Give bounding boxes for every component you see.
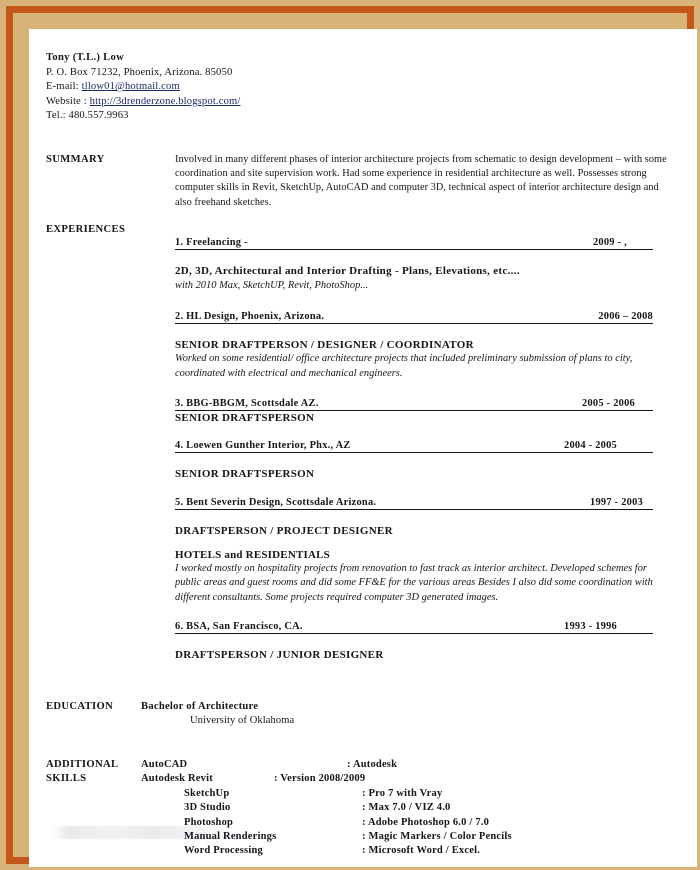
experience-title: 5. Bent Severin Design, Scottsdale Arizona. bbox=[175, 496, 377, 508]
experiences-section bbox=[175, 236, 653, 662]
contact-website-label: Website : bbox=[46, 95, 87, 107]
skill-value: : Magic Markers / Color Pencils bbox=[362, 830, 512, 842]
experience-role: SENIOR DRAFTPERSON / DESIGNER / COORDINATOR bbox=[175, 338, 474, 351]
skill-name: Photoshop bbox=[184, 816, 234, 828]
spacer bbox=[175, 482, 653, 496]
spacer bbox=[175, 605, 653, 620]
experience-description-text: I worked mostly on hospitality projects from renovation to fast track as interior architect. Developed schemes for public areas and guest rooms and did some FF&E for the various areas Besides I also did some coordination with different consultants. Some projects required computer 3D generated images. bbox=[175, 563, 653, 603]
spacer bbox=[175, 539, 653, 549]
experience-role: DRAFTSPERSON / PROJECT DESIGNER bbox=[175, 524, 393, 537]
watermark bbox=[53, 826, 243, 839]
experience-title: 1. Freelancing - bbox=[175, 237, 248, 248]
experience-entry bbox=[175, 439, 653, 496]
section-label-education: EDUCATION bbox=[46, 701, 114, 712]
spacer bbox=[175, 293, 653, 310]
contact-name: Tony (T.L.) Low bbox=[46, 52, 125, 63]
experience-entry bbox=[175, 397, 653, 440]
education-degree: Bachelor of Architecture bbox=[141, 701, 259, 712]
contact-website-link[interactable]: http://3drenderzone.blogspot.com/ bbox=[89, 95, 241, 107]
skill-name: SketchUp bbox=[184, 787, 230, 799]
resume-document bbox=[29, 29, 697, 867]
contact-email-label: E-mail: bbox=[46, 81, 79, 93]
experience-entry bbox=[175, 236, 653, 310]
skill-row bbox=[29, 844, 697, 858]
skill-value: : Max 7.0 / VIZ 4.0 bbox=[362, 802, 451, 814]
skill-value: : Version 2008/2009 bbox=[274, 773, 366, 785]
experience-title: 6. BSA, San Francisco, CA. bbox=[175, 620, 303, 632]
education-section bbox=[141, 700, 294, 729]
experience-description bbox=[175, 562, 653, 605]
education-school: University of Oklahoma bbox=[190, 715, 295, 726]
skill-name: AutoCAD bbox=[141, 759, 188, 770]
experience-title: 3. BBG-BBGM, Scottsdale AZ. bbox=[175, 397, 319, 409]
experience-heading bbox=[175, 236, 653, 250]
skills-section bbox=[29, 758, 697, 859]
spacer bbox=[175, 381, 653, 397]
contact-name-line bbox=[46, 51, 446, 66]
summary-section bbox=[175, 153, 667, 210]
experience-role: SENIOR DRAFTSPERSON bbox=[175, 468, 315, 481]
spacer bbox=[175, 454, 653, 468]
skill-name: Autodesk Revit bbox=[141, 773, 213, 785]
section-label-additional: ADDITIONAL bbox=[46, 759, 119, 770]
experience-dates: 2004 - 2005 bbox=[564, 440, 617, 452]
experience-description-text: with 2010 Max, SketchUP, Revit, PhotoShop... bbox=[175, 279, 369, 291]
spacer bbox=[175, 425, 653, 439]
experience-description-text: Worked on some residential/ office architecture projects that included preliminary submission of plans to city, coordinated with electrical and mechanical engineers. bbox=[175, 353, 633, 379]
experience-description bbox=[175, 352, 653, 380]
contact-website-line bbox=[46, 95, 446, 110]
experience-heading bbox=[175, 620, 653, 634]
skill-value: : Microsoft Word / Excel. bbox=[362, 845, 481, 857]
experience-description bbox=[175, 279, 653, 293]
skill-name: 3D Studio bbox=[184, 802, 231, 814]
experience-role: 2D, 3D, Architectural and Interior Drafting - Plans, Elevations, etc.... bbox=[175, 265, 520, 277]
experience-title: 2. HL Design, Phoenix, Arizona. bbox=[175, 310, 325, 322]
experience-heading bbox=[175, 496, 653, 510]
skill-value: : Adobe Photoshop 6.0 / 7.0 bbox=[362, 816, 490, 828]
skill-name: Word Processing bbox=[184, 845, 263, 857]
spacer bbox=[175, 511, 653, 525]
experience-entry bbox=[175, 620, 653, 663]
skill-row bbox=[29, 758, 697, 772]
experience-dates: 2005 - 2006 bbox=[582, 397, 635, 409]
spacer bbox=[175, 635, 653, 649]
experience-heading bbox=[175, 439, 653, 453]
experience-dates: 1997 - 2003 bbox=[590, 496, 643, 508]
experience-entry bbox=[175, 496, 653, 620]
experience-heading bbox=[175, 397, 653, 411]
experience-dates: 1993 - 1996 bbox=[564, 620, 617, 632]
skill-row bbox=[29, 772, 697, 786]
resume-page bbox=[29, 29, 697, 867]
experience-dates: 2006 – 2008 bbox=[598, 310, 653, 322]
skill-row bbox=[29, 787, 697, 801]
skill-value: : Pro 7 with Vray bbox=[362, 787, 443, 799]
skill-name: Manual Renderings bbox=[184, 830, 277, 842]
section-label-experiences: EXPERIENCES bbox=[46, 224, 126, 235]
section-label-summary: SUMMARY bbox=[46, 154, 105, 165]
spacer bbox=[175, 325, 653, 339]
spacer bbox=[175, 251, 653, 265]
section-label-skills: SKILLS bbox=[46, 773, 87, 784]
contact-header bbox=[46, 51, 446, 124]
experience-heading bbox=[175, 310, 653, 324]
contact-address: P. O. Box 71232, Phoenix, Arizona. 85050 bbox=[46, 66, 233, 78]
contact-email-link[interactable]: tllow01@hotmail.com bbox=[81, 81, 180, 93]
skill-value: : Autodesk bbox=[347, 759, 398, 770]
experience-entry bbox=[175, 310, 653, 397]
experience-dates: 2009 - , bbox=[592, 237, 627, 248]
experience-role: DRAFTSPERSON / JUNIOR DESIGNER bbox=[175, 648, 384, 661]
contact-phone: Tel.: 480.557.9963 bbox=[46, 110, 129, 122]
experience-title: 4. Loewen Gunther Interior, Phx., AZ bbox=[175, 440, 351, 452]
experience-subheading: HOTELS and RESIDENTIALS bbox=[175, 548, 330, 561]
experience-role: SENIOR DRAFTSPERSON bbox=[175, 411, 315, 424]
summary-text: Involved in many different phases of interior architecture projects from schematic to design development – with some coordination and site supervision work. Had some experience in residential architecture as well. Possesses strong computer skills in Revit, SketchUp, AutoCAD and computer 3D, technical aspect of interior architecture design and also freehand sketches. bbox=[175, 154, 667, 208]
contact-email-line bbox=[46, 80, 446, 95]
skill-row bbox=[29, 801, 697, 815]
page-frame-border bbox=[6, 6, 694, 864]
